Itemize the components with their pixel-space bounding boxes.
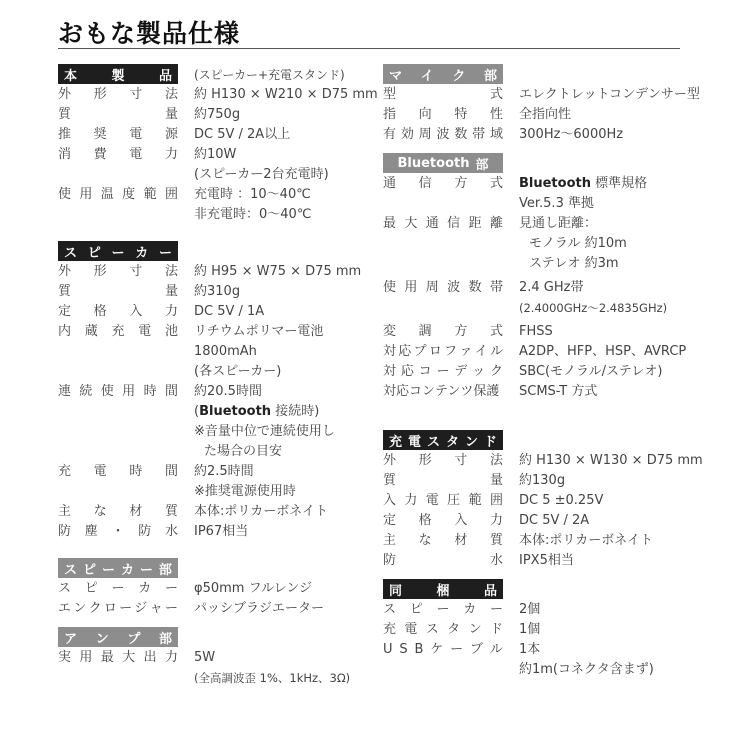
section-header-main: 本 製 品 xyxy=(58,64,178,84)
spec-row xyxy=(58,125,368,145)
spec-label: 入 力 電 圧 範 囲 xyxy=(383,493,503,508)
section-main xyxy=(58,64,368,84)
spec-label: 定 格 入 力 xyxy=(383,513,503,528)
spec-row xyxy=(383,85,700,105)
spec-value: 約130g xyxy=(519,473,566,488)
spec-label: 充 電 時 間 xyxy=(58,464,178,479)
spec-value-cont: 約1m(コネクタ含まず) xyxy=(519,662,654,677)
spec-value: IPX5相当 xyxy=(519,553,574,568)
spec-row xyxy=(58,282,368,302)
spec-value: 全指向性 xyxy=(519,107,572,122)
spec-row xyxy=(383,511,688,531)
spec-row xyxy=(383,125,688,145)
spec-label: 防 水 xyxy=(383,553,503,568)
spec-row xyxy=(58,502,368,522)
spec-row xyxy=(58,262,368,282)
spec-value-cont: (全高調波歪 1%、1kHz、3Ω) xyxy=(194,671,351,685)
spec-value-cont: (各スピーカー) xyxy=(194,364,282,379)
spec-value-cont: ステレオ 約3m xyxy=(529,256,619,271)
spec-row xyxy=(383,531,688,551)
spec-value-cont: (2.4000GHz～2.4835GHz) xyxy=(519,301,668,315)
spec-label: 指 向 特 性 xyxy=(383,107,503,122)
spec-label: 防 塵 ・ 防 水 xyxy=(58,524,178,539)
spec-value-cont: 1800mAh xyxy=(194,344,257,359)
spec-value: 約750g xyxy=(194,107,241,122)
spec-value-cont: モノラル 約10m xyxy=(529,236,627,251)
spec-label: 対応コンテンツ保護 xyxy=(383,384,500,399)
spec-value: 約10W xyxy=(194,147,237,162)
spec-value: 2個 xyxy=(519,602,541,617)
spec-value-cont: (Bluetooth 接続時) xyxy=(194,404,320,419)
spec-row xyxy=(58,382,368,402)
section-header-mic: マ イ ク 部 xyxy=(383,64,503,84)
spec-row xyxy=(58,105,368,125)
spec-value-cont: 非充電時：0～40℃ xyxy=(194,207,312,222)
section-header-stand: 充 電 ス タ ン ド xyxy=(383,430,503,450)
bluetooth-bold: Bluetooth xyxy=(199,404,272,419)
spec-value: SBC(モノラル/ステレオ) xyxy=(519,364,663,379)
spec-row xyxy=(383,342,688,362)
spec-value: 約2.5時間 xyxy=(194,464,254,479)
spec-value: 2.4 GHz帯 xyxy=(519,280,584,295)
spec-value: 約20.5時間 xyxy=(194,384,262,399)
spec-label: 外 形 寸 法 xyxy=(58,264,178,279)
spec-label: 実 用 最 大 出 力 xyxy=(58,650,178,665)
spec-row xyxy=(383,382,688,402)
spec-value: リチウムポリマー電池 xyxy=(194,324,324,339)
spec-row xyxy=(58,648,368,668)
spec-label: 有 効 周 波 数 帯 域 xyxy=(383,127,503,142)
spec-value: 1個 xyxy=(519,622,541,637)
spec-label: 変 調 方 式 xyxy=(383,324,503,339)
spec-value: 1本 xyxy=(519,642,541,657)
spec-value: 約 H95 × W75 × D75 mm xyxy=(194,264,362,279)
spec-value: Bluetooth 標準規格 xyxy=(519,176,648,191)
spec-row xyxy=(58,145,368,165)
spec-value: DC 5V / 2A xyxy=(519,513,590,528)
section-note-main: (スピーカー+充電スタンド) xyxy=(194,67,345,82)
spec-row xyxy=(383,278,688,298)
spec-row xyxy=(58,185,368,205)
spec-row xyxy=(58,302,368,322)
spec-row xyxy=(383,214,688,234)
spec-value: 充電時 ：10～40℃ xyxy=(194,187,311,202)
spec-value: DC 5 ±0.25V xyxy=(519,493,604,508)
spec-label: 質 量 xyxy=(58,284,178,299)
spec-label: 型 式 xyxy=(383,87,503,102)
spec-value: IP67相当 xyxy=(194,524,249,539)
section-bundle xyxy=(383,579,688,599)
right-column xyxy=(383,64,703,680)
spec-value: 約310g xyxy=(194,284,241,299)
spec-label: 使 用 温 度 範 囲 xyxy=(58,187,178,202)
spec-value-cont: ※推奨電源使用時 xyxy=(194,484,296,499)
spec-value-cont: (スピーカー2台充電時) xyxy=(194,167,329,182)
spec-label: 外 形 寸 法 xyxy=(58,87,178,102)
spec-label: 内 蔵 充 電 池 xyxy=(58,324,178,339)
spec-label: 消 費 電 力 xyxy=(58,147,178,162)
spec-value: DC 5V / 1A xyxy=(194,304,265,319)
spec-value: 300Hz～6000Hz xyxy=(519,127,624,142)
spec-label: 対 応 プ ロ フ ァ イ ル xyxy=(383,344,503,359)
spec-label: 主 な 材 質 xyxy=(58,504,178,519)
section-header-bluetooth: Bluetooth 部 xyxy=(383,153,503,173)
section-speaker-unit xyxy=(58,558,368,578)
spec-value-cont: ※音量中位で連続使用し xyxy=(194,424,335,439)
spec-row xyxy=(383,551,688,571)
spec-row xyxy=(383,471,688,491)
page-title: おもな製品仕様 xyxy=(58,19,241,48)
section-header-speaker-unit: ス ピ ー カ ー 部 xyxy=(58,558,178,578)
spec-row xyxy=(58,579,368,599)
section-speaker xyxy=(58,241,368,261)
spec-label: エ ン ク ロ ー ジ ャ ー xyxy=(58,601,178,616)
section-amp xyxy=(58,627,368,647)
spec-label: 連 続 使 用 時 間 xyxy=(58,384,178,399)
spec-label: U S B ケ ー ブ ル xyxy=(383,642,503,657)
spec-row xyxy=(383,174,688,194)
spec-row xyxy=(383,451,703,471)
spec-value: A2DP、HFP、HSP、AVRCP xyxy=(519,344,687,359)
spec-label: 質 量 xyxy=(58,107,178,122)
spec-label: 使 用 周 波 数 帯 xyxy=(383,280,503,295)
section-header-speaker: ス ピ ー カ ー xyxy=(58,241,178,261)
spec-value: SCMS-T 方式 xyxy=(519,384,598,399)
spec-label: 主 な 材 質 xyxy=(383,533,503,548)
bluetooth-bold: Bluetooth xyxy=(519,176,591,191)
spec-value-cont: Ver.5.3 準拠 xyxy=(519,196,594,211)
spec-label: ス ピ ー カ ー xyxy=(383,602,503,617)
title-rule xyxy=(58,48,680,49)
spec-label: 対 応 コ ー デ ッ ク xyxy=(383,364,503,379)
spec-row xyxy=(58,85,378,105)
spec-value: 見通し距離： xyxy=(519,216,598,231)
spec-value: 約 H130 × W210 × D75 mm xyxy=(194,87,378,102)
spec-label: 充 電 ス タ ン ド xyxy=(383,622,503,637)
spec-value: DC 5V / 2A以上 xyxy=(194,127,291,142)
spec-value: 約 H130 × W130 × D75 mm xyxy=(519,453,703,468)
section-mic xyxy=(383,64,688,84)
section-stand xyxy=(383,430,688,450)
spec-label: 外 形 寸 法 xyxy=(383,453,503,468)
section-bluetooth xyxy=(383,153,688,173)
spec-row xyxy=(383,105,688,125)
spec-row xyxy=(58,462,368,482)
spec-value: 5W xyxy=(194,650,216,665)
spec-label: 質 量 xyxy=(383,473,503,488)
spec-row xyxy=(383,600,688,620)
spec-row xyxy=(383,491,688,511)
spec-label: 推 奨 電 源 xyxy=(58,127,178,142)
spec-row xyxy=(383,322,688,342)
spec-label: 最 大 通 信 距 離 xyxy=(383,216,503,231)
spec-value: パッシブラジエーター xyxy=(194,601,325,616)
spec-value: エレクトレットコンデンサー型 xyxy=(519,87,700,102)
spec-value: φ50mm フルレンジ xyxy=(194,581,313,596)
left-column xyxy=(58,64,378,688)
spec-row xyxy=(58,599,368,619)
spec-value-cont: た場合の目安 xyxy=(204,444,283,459)
spec-row xyxy=(58,522,368,542)
spec-row xyxy=(58,322,368,342)
spec-value: 本体:ポリカーボネイト xyxy=(519,533,653,548)
spec-value: 本体:ポリカーボネイト xyxy=(194,504,328,519)
spec-row xyxy=(383,620,688,640)
spec-label: 定 格 入 力 xyxy=(58,304,178,319)
spec-row xyxy=(383,640,688,660)
spec-label: ス ピ ー カ ー xyxy=(58,581,178,596)
spec-label: 通 信 方 式 xyxy=(383,176,503,191)
section-header-amp: ア ン プ 部 xyxy=(58,627,178,647)
section-header-bundle: 同 梱 品 xyxy=(383,579,503,599)
spec-row xyxy=(383,362,688,382)
spec-value: FHSS xyxy=(519,324,553,339)
